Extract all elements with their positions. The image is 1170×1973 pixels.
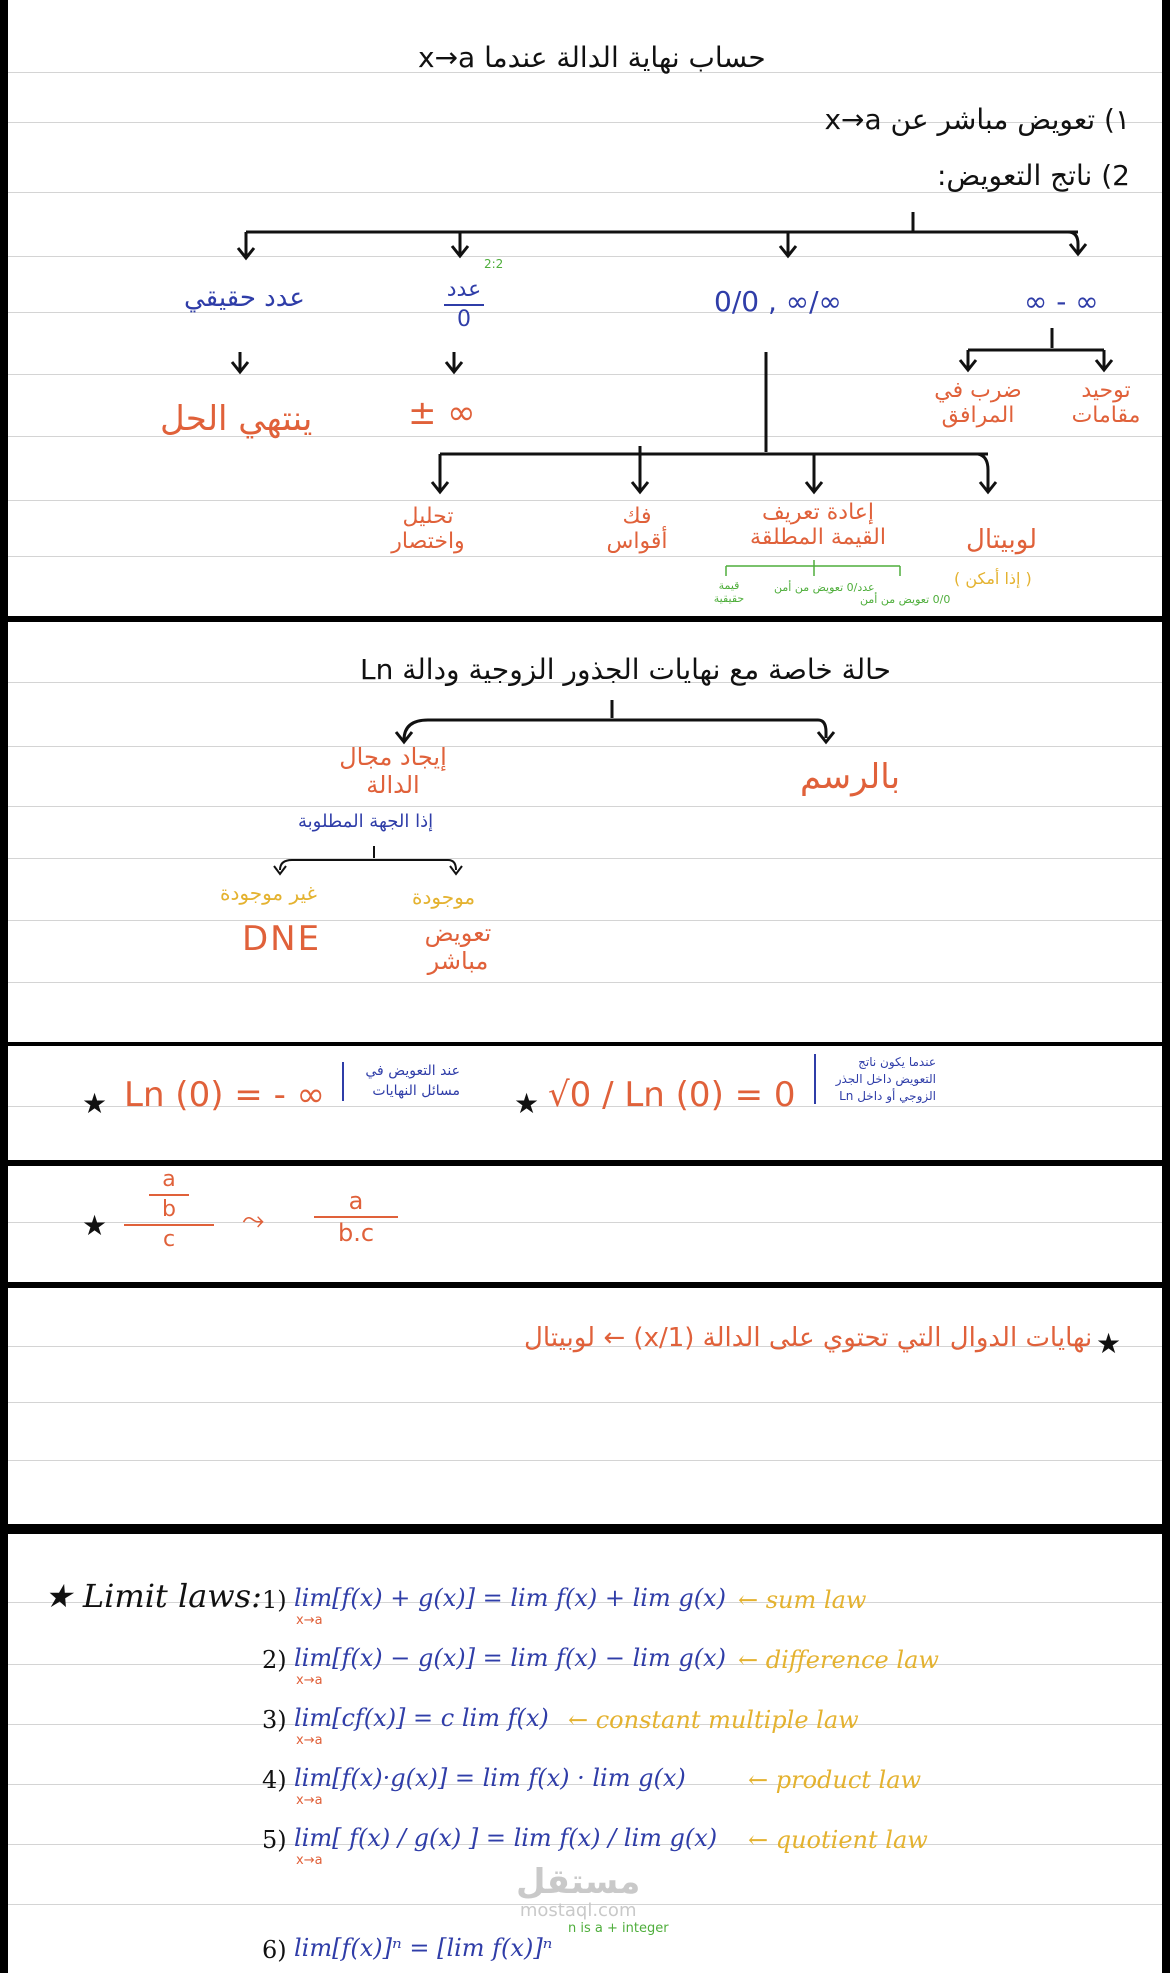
by-graph: بالرسم <box>800 757 901 797</box>
star-icon: ★ <box>82 1087 108 1120</box>
note-ln-sqrt-rules <box>8 1046 1162 1160</box>
star-icon: ★ <box>1096 1327 1122 1360</box>
sub-label: x→a <box>296 1733 323 1748</box>
power-law-note: n is a + integer <box>568 1921 669 1936</box>
law-number: 5) <box>262 1826 287 1854</box>
law-number: 2) <box>262 1646 287 1674</box>
tree-arrows <box>8 0 1162 616</box>
quotient-law-expression: lim[ f(x) / g(x) ] = lim f(x) / lim g(x) <box>294 1824 718 1852</box>
difference-law-expression: lim[f(x) − g(x)] = lim f(x) − lim g(x) <box>294 1644 726 1672</box>
result-plus-minus-infinity: ± ∞ <box>408 393 476 433</box>
note-limit-laws <box>8 1534 1162 1973</box>
method-factor-cancel: تحليل واختصار <box>391 504 465 555</box>
frac-res-bc: b.c <box>337 1219 375 1248</box>
sub-label: x→a <box>296 1673 323 1688</box>
product-law-expression: lim[f(x)·g(x)] = lim f(x) · lim g(x) <box>294 1764 686 1792</box>
number-label: عدد <box>446 277 482 302</box>
abs-sub-number-over-zero: عدد/0 تعويض من أمن <box>774 581 875 594</box>
abs-sub-real: قيمة حقيقية <box>713 579 745 605</box>
case-real-number: عدد حقيقي <box>184 283 305 313</box>
dne-label: DNE <box>242 919 322 959</box>
zero-label: 0 <box>457 307 471 333</box>
constant-multiple-law-expression: lim[cf(x)] = c lim f(x) <box>294 1704 549 1732</box>
sum-law-name: ← sum law <box>738 1586 867 1614</box>
frac-res-a: a <box>348 1187 364 1215</box>
power-law-expression: lim[f(x)]ⁿ = [lim f(x)]ⁿ <box>294 1934 553 1962</box>
if-required-side: إذا الجهة المطلوبة <box>298 811 434 832</box>
watermark-logo <box>516 1864 640 1921</box>
limit-laws-heading: ★ Limit laws: <box>44 1577 262 1615</box>
method-expand-brackets: فك أقواس <box>606 504 668 555</box>
step-substitution-result: 2) ناتج التعويض: <box>936 159 1130 192</box>
direct-substitution: تعويض مباشر <box>424 919 492 975</box>
watermark-arabic: مستقل <box>516 1862 641 1902</box>
page-title: حساب نهاية الدالة عندما x→a <box>418 41 766 74</box>
difference-law-name: ← difference law <box>738 1646 939 1674</box>
case-indeterminate: 0/0 , ∞/∞ <box>714 285 842 318</box>
method-lhopital: لوبيتال <box>966 525 1038 555</box>
method-redefine-absolute: إعادة تعريف القيمة المطلقة <box>750 500 886 551</box>
star-icon: ★ <box>82 1209 108 1242</box>
law-number: 4) <box>262 1766 287 1794</box>
arrow-icon: ⤳ <box>242 1203 265 1236</box>
case-number-over-zero <box>444 278 484 332</box>
method-common-denominator: توحيد مقامات <box>1071 378 1141 429</box>
law-number: 6) <box>262 1936 287 1964</box>
law-number: 3) <box>262 1706 287 1734</box>
sqrt-ln-zero-rule: √0 / Ln (0) = 0 <box>548 1075 796 1115</box>
abs-sub-zero-over-zero: 0/0 تعويض من أمن <box>860 593 951 606</box>
find-domain: إيجاد مجال الدالة <box>339 743 447 799</box>
sub-label: x→a <box>296 1793 323 1808</box>
note-page-limits-substitution <box>8 0 1162 616</box>
frac-b: b <box>162 1197 176 1223</box>
sub-label: x→a <box>296 1613 323 1628</box>
heading-text: Limit laws: <box>82 1577 262 1615</box>
step-direct-substitution: ١) تعويض مباشر عن x→a <box>824 103 1130 136</box>
sub-label: x→a <box>296 1853 323 1868</box>
sum-law-expression: lim[f(x) + g(x)] = lim f(x) + lim g(x) <box>294 1584 726 1612</box>
exist-label: موجودة <box>412 885 476 909</box>
star-icon: ★ <box>514 1087 540 1120</box>
constant-multiple-law-name: ← constant multiple law <box>568 1706 859 1734</box>
compound-fraction <box>124 1168 214 1253</box>
note-compound-fraction <box>8 1166 1162 1282</box>
ln-zero-note: عند التعويض في مسائل النهايات <box>342 1062 460 1101</box>
note-reciprocal-lhopital <box>8 1288 1162 1524</box>
watermark-latin: mostaql.com <box>519 1900 637 1922</box>
product-law-name: ← product law <box>748 1766 922 1794</box>
result-end-solution: ينتهي الحل <box>160 399 313 439</box>
law-number: 1) <box>262 1586 287 1614</box>
case-inf-minus-inf: ∞ - ∞ <box>1024 285 1099 318</box>
frac-a: a <box>162 1167 176 1192</box>
not-exist-label: غير موجودة <box>220 881 318 905</box>
quotient-law-name: ← quotient law <box>748 1826 928 1854</box>
ln-zero-rule: Ln (0) = - ∞ <box>124 1075 325 1115</box>
sqrt-ln-note: عندما يكون ناتج التعويض داخل الجذر الزوجي أو داخل Ln <box>814 1054 936 1104</box>
tiny-note: 2:2 <box>484 257 504 271</box>
simplified-fraction <box>314 1188 398 1247</box>
method-conjugate: ضرب في المرافق <box>934 378 1022 429</box>
frac-c: c <box>162 1227 176 1253</box>
note-if-possible: ( إذا أمكن ) <box>954 569 1032 588</box>
note-page-special-case <box>8 622 1162 1042</box>
reciprocal-rule: نهايات الدوال التي تحتوي على الدالة (1/x) ← لوبيتال <box>524 1323 1093 1353</box>
special-case-title: حالة خاصة مع نهايات الجذور الزوجية ودالة Ln <box>360 653 891 686</box>
